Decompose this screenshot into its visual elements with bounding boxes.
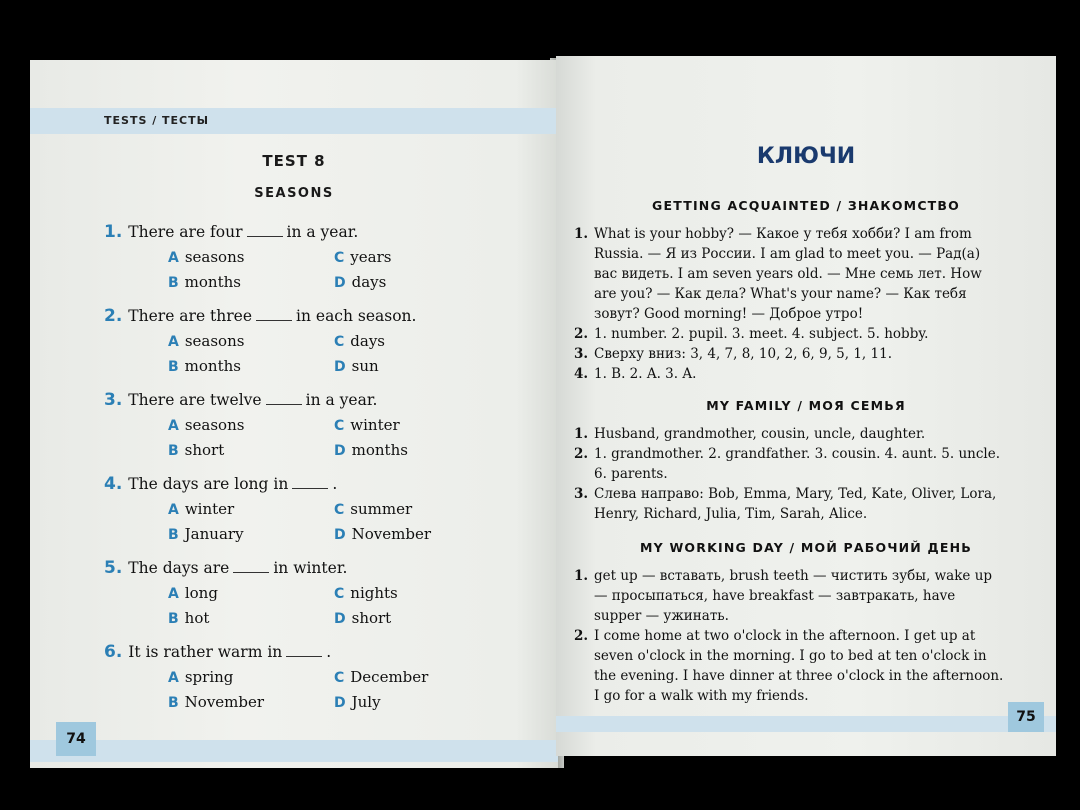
option-letter: D (334, 275, 346, 291)
question-text-after: . (326, 643, 332, 661)
option-text: seasons (184, 332, 245, 350)
question-number: 5. (104, 558, 123, 578)
option-letter: C (334, 418, 345, 434)
option-text: months (184, 357, 241, 375)
page-number: 75 (1008, 702, 1044, 732)
option-text: short (351, 609, 392, 627)
keys-title: КЛЮЧИ (756, 144, 856, 169)
option-text: July (351, 693, 381, 711)
question-number: 4. (104, 474, 123, 494)
option-text: years (350, 248, 392, 266)
answer-blank (247, 236, 283, 237)
section-heading: MY WORKING DAY / МОЙ РАБОЧИЙ ДЕНЬ (640, 540, 972, 555)
option-letter: A (168, 670, 179, 686)
test-title: TEST 8 (262, 152, 326, 170)
footer-band (30, 740, 558, 762)
answer-option (334, 500, 412, 518)
answer-option (168, 500, 234, 518)
option-letter: B (168, 443, 179, 459)
option-text: months (184, 273, 241, 291)
answer-option (168, 441, 224, 459)
answer-option (168, 693, 264, 711)
answer-option (334, 584, 398, 602)
answer-option (334, 332, 385, 350)
option-text: summer (350, 500, 413, 518)
question-text-after: . (332, 475, 338, 493)
option-text: January (184, 525, 244, 543)
question (104, 390, 377, 410)
question-text-before: The days are (128, 559, 230, 577)
answer-option (168, 416, 244, 434)
answer-option (334, 693, 381, 711)
option-text: winter (350, 416, 400, 434)
running-header: TESTS / ТЕСТЫ (104, 114, 210, 127)
option-letter: A (168, 418, 179, 434)
answer-option (334, 357, 379, 375)
question-text-before: It is rather warm in (128, 643, 283, 661)
answer-option (334, 416, 400, 434)
question (104, 558, 347, 578)
answer-option (168, 248, 244, 266)
answer-option (168, 668, 233, 686)
answer-item (574, 224, 1004, 324)
option-text: spring (184, 668, 234, 686)
option-text: December (350, 668, 429, 686)
option-letter: D (334, 527, 346, 543)
option-text: seasons (184, 416, 245, 434)
option-text: months (351, 441, 408, 459)
answer-blank (266, 404, 302, 405)
question-text-after: in winter. (273, 559, 348, 577)
option-letter: B (168, 527, 179, 543)
answer-number: 1. (574, 568, 589, 584)
option-letter: B (168, 359, 179, 375)
option-text: sun (351, 357, 379, 375)
option-letter: C (334, 250, 345, 266)
option-text: winter (184, 500, 235, 518)
answer-text: Сверху вниз: 3, 4, 7, 8, 10, 2, 6, 9, 5, 1, 11. (594, 346, 892, 362)
question-number: 6. (104, 642, 123, 662)
answer-number: 2. (574, 326, 589, 342)
answer-number: 4. (574, 366, 589, 382)
option-letter: D (334, 443, 346, 459)
answer-item (574, 324, 1004, 344)
option-text: November (351, 525, 432, 543)
answer-option (168, 584, 218, 602)
left-page (30, 60, 558, 768)
answer-item (574, 424, 1004, 444)
option-text: days (350, 332, 385, 350)
answer-number: 1. (574, 426, 589, 442)
option-text: seasons (184, 248, 245, 266)
option-text: hot (184, 609, 210, 627)
option-letter: C (334, 586, 345, 602)
answer-text: get up — вставать, brush teeth — чистить зубы, wake up — просыпаться, have breakfast — завтракать, have supper — ужинать. (594, 568, 993, 624)
option-text: days (351, 273, 387, 291)
footer-band (556, 716, 1056, 732)
answer-text: 1. grandmother. 2. grandfather. 3. cousin. 4. aunt. 5. uncle. 6. parents. (594, 446, 1001, 482)
option-letter: A (168, 334, 179, 350)
question-number: 2. (104, 306, 123, 326)
option-text: short (184, 441, 225, 459)
answer-option (334, 248, 391, 266)
question (104, 306, 416, 326)
question-text-before: There are four (128, 223, 243, 241)
answer-option (168, 357, 241, 375)
answer-text: Слева направо: Bob, Emma, Mary, Ted, Kate, Oliver, Lora, Henry, Richard, Julia, Tim, Sarah, Alice. (594, 486, 997, 522)
answer-text: 1. B. 2. A. 3. A. (594, 366, 697, 382)
answer-item (574, 484, 1004, 524)
question-text-after: in a year. (286, 223, 359, 241)
option-text: nights (350, 584, 398, 602)
test-subtitle: SEASONS (254, 186, 334, 201)
answer-number: 1. (574, 226, 589, 242)
answer-text: Husband, grandmother, cousin, uncle, daughter. (594, 426, 926, 442)
option-letter: D (334, 359, 346, 375)
answer-text: What is your hobby? — Какое у тебя хобби? I am from Russia. — Я из России. I am glad to meet you. — Рад(а) вас видеть. I am seven years old. — Мне семь лет. How are you? — Как дела? What's your name? — Как тебя зовут? Good morning! — Доброе утро! (594, 226, 982, 322)
option-letter: C (334, 670, 345, 686)
option-text: long (184, 584, 218, 602)
answer-item (574, 444, 1004, 484)
answer-text: I come home at two o'clock in the afternoon. I get up at seven o'clock in the morning. I go to bed at ten o'clock in the evening. I have dinner at three o'clock in the afternoon. I go for a walk with my friends. (594, 628, 1004, 704)
option-letter: A (168, 586, 179, 602)
option-letter: A (168, 250, 179, 266)
option-letter: B (168, 611, 179, 627)
question-number: 1. (104, 222, 123, 242)
answer-option (168, 332, 244, 350)
option-text: November (184, 693, 265, 711)
answer-option (168, 609, 209, 627)
answer-item (574, 566, 1004, 626)
answer-number: 3. (574, 346, 589, 362)
option-letter: A (168, 502, 179, 518)
answer-number: 2. (574, 446, 589, 462)
option-letter: D (334, 611, 346, 627)
question-number: 3. (104, 390, 123, 410)
option-letter: B (168, 695, 179, 711)
answer-item (574, 344, 1004, 364)
question (104, 222, 358, 242)
answer-option (334, 525, 431, 543)
answer-blank (233, 572, 269, 573)
answer-blank (256, 320, 292, 321)
answer-blank (286, 656, 322, 657)
question (104, 474, 337, 494)
answer-item (574, 364, 1004, 384)
answer-text: 1. number. 2. pupil. 3. meet. 4. subject. 5. hobby. (594, 326, 929, 342)
section-heading: MY FAMILY / МОЯ СЕМЬЯ (706, 398, 906, 413)
question (104, 642, 331, 662)
answer-item (574, 626, 1004, 706)
answer-option (334, 609, 391, 627)
option-letter: D (334, 695, 346, 711)
answer-option (168, 273, 241, 291)
header-band (30, 108, 558, 134)
option-letter: B (168, 275, 179, 291)
answer-blank (292, 488, 328, 489)
question-text-before: There are twelve (128, 391, 262, 409)
answer-number: 2. (574, 628, 589, 644)
option-letter: C (334, 334, 345, 350)
option-letter: C (334, 502, 345, 518)
question-text-after: in each season. (296, 307, 417, 325)
answer-option (334, 273, 386, 291)
question-text-before: The days are long in (128, 475, 289, 493)
answer-option (334, 441, 408, 459)
right-page (556, 56, 1056, 756)
question-text-before: There are three (128, 307, 253, 325)
section-heading: GETTING ACQUAINTED / ЗНАКОМСТВО (652, 198, 960, 213)
question-text-after: in a year. (305, 391, 378, 409)
page-number: 74 (56, 722, 96, 756)
answer-option (168, 525, 244, 543)
answer-option (334, 668, 428, 686)
answer-number: 3. (574, 486, 589, 502)
